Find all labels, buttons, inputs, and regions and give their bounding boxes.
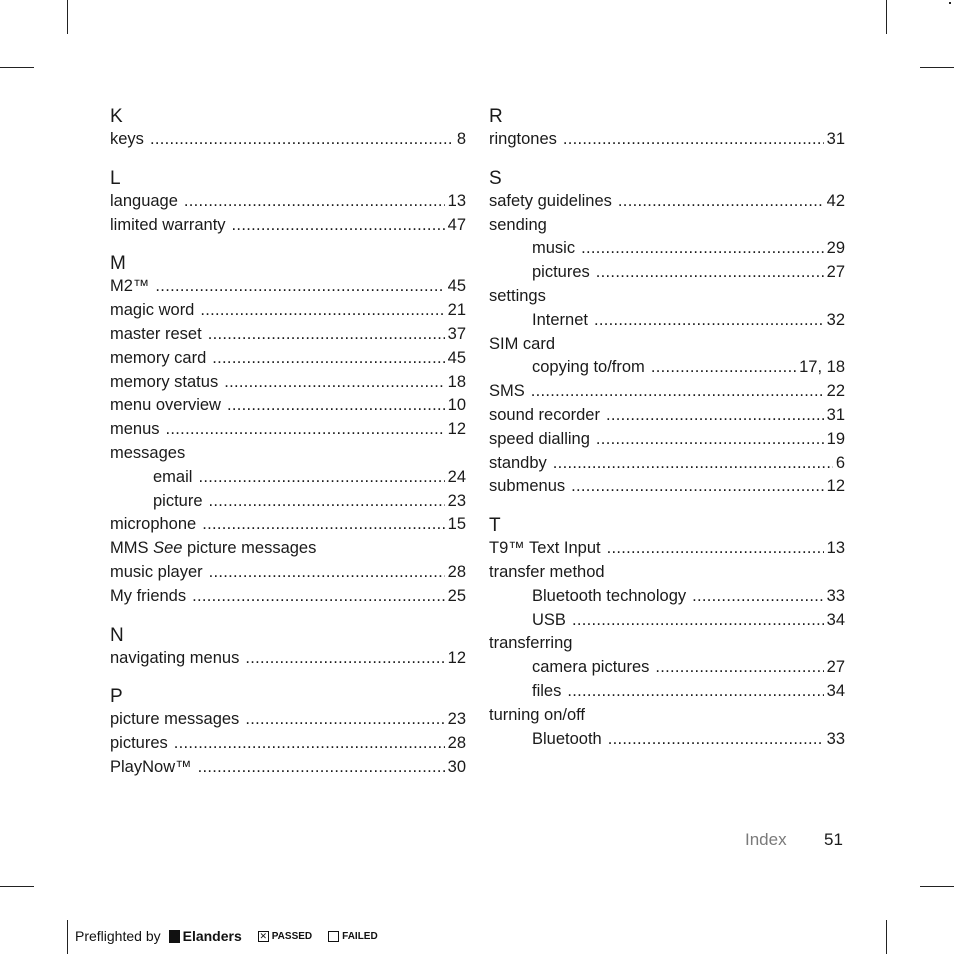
entry-page: 31 [826, 405, 845, 424]
index-entry [110, 214, 466, 238]
entry-term [110, 418, 160, 442]
entry-page: 25 [447, 586, 466, 605]
entry-term [489, 190, 612, 214]
entry-term-text: language [110, 191, 178, 210]
entry-term [489, 561, 605, 585]
see-reference-target: picture messages [187, 539, 317, 558]
dot-leader [227, 394, 445, 418]
crop-mark [0, 886, 34, 887]
index-section [110, 686, 466, 779]
entry-term [110, 371, 218, 395]
entry-term-text: email [153, 467, 193, 486]
entry-term-text: standby [489, 453, 547, 472]
entry-page: 8 [456, 130, 466, 148]
entry-page: 45 [447, 348, 466, 367]
dot-leader [596, 261, 824, 285]
entry-page: 15 [447, 515, 466, 534]
dot-leader [245, 708, 444, 732]
index-entry [110, 394, 466, 418]
entry-page: 45 [447, 277, 466, 296]
dot-leader [606, 404, 824, 428]
section-letter: S [489, 167, 502, 189]
entry-term [110, 214, 226, 238]
entry-term-text: copying to/from [532, 358, 645, 377]
entry-term-text: ringtones [489, 130, 557, 148]
entry-term [110, 275, 149, 299]
entry-term-text: transferring [489, 634, 573, 653]
index-entry [489, 190, 845, 214]
entry-term [110, 513, 196, 537]
entry-page: 28 [447, 734, 466, 753]
dot-leader [209, 561, 445, 585]
entry-term [110, 647, 239, 671]
dot-leader [618, 190, 824, 214]
entry-term [110, 190, 178, 214]
dot-leader [608, 728, 824, 752]
entry-term [110, 585, 186, 609]
dot-leader [572, 609, 824, 633]
index-entry [489, 452, 845, 476]
preflight-label: Preflighted by [75, 928, 161, 944]
entry-page: 27 [826, 263, 845, 282]
entry-page: 33 [826, 586, 845, 605]
dot-leader [150, 128, 454, 152]
entry-term [110, 537, 316, 561]
crop-mark [886, 0, 887, 34]
entry-term-text: speed dialling [489, 429, 590, 448]
index-entry [110, 299, 466, 323]
index-column-right [489, 106, 845, 767]
entry-term [532, 728, 602, 752]
index-entry [489, 380, 845, 404]
entry-term-text: T9™ Text Input [489, 539, 601, 558]
entry-term-text: picture messages [110, 710, 240, 729]
entry-term [489, 428, 590, 452]
entry-page: 12 [447, 648, 466, 667]
entry-page: 27 [826, 658, 845, 677]
index-section [110, 106, 466, 152]
passed-checkbox: ✕ [259, 930, 268, 941]
entry-page: 33 [826, 729, 845, 748]
entry-term-text: Bluetooth [532, 729, 602, 748]
entry-term [532, 356, 645, 380]
entry-term [489, 404, 600, 428]
index-section [110, 625, 466, 671]
dot-leader [571, 475, 824, 499]
entry-term [489, 452, 547, 476]
entry-term-text: limited warranty [110, 215, 226, 234]
entry-page: 19 [826, 429, 845, 448]
index-entry [489, 632, 845, 656]
dot-leader [208, 323, 445, 347]
section-letter: L [110, 167, 121, 189]
dot-leader [581, 237, 824, 261]
entry-page: 31 [826, 130, 845, 148]
index-entry [110, 537, 466, 561]
index-entry [110, 732, 466, 756]
entry-page: 42 [826, 191, 845, 210]
entry-term-text: sending [489, 215, 547, 234]
entry-term [532, 309, 588, 333]
elanders-brand: Elanders [182, 928, 242, 944]
dot-leader [212, 347, 444, 371]
index-entry [489, 285, 845, 309]
crop-mark [67, 0, 68, 34]
index-section [489, 515, 845, 751]
index-entry [110, 418, 466, 442]
index-entry [489, 128, 845, 152]
index-entry [110, 756, 466, 780]
index-section [110, 168, 466, 238]
entry-term [110, 442, 185, 466]
index-entry [110, 347, 466, 371]
entry-term-text: messages [110, 443, 186, 462]
dot-leader [155, 275, 444, 299]
entry-term-text: memory status [110, 372, 219, 391]
entry-page: 23 [447, 710, 466, 729]
entry-page: 23 [447, 491, 466, 510]
entry-term [110, 732, 168, 756]
entry-page: 13 [826, 539, 845, 558]
entry-term [489, 333, 555, 357]
crop-mark [920, 886, 954, 887]
entry-page: 34 [826, 610, 845, 629]
dot-leader [200, 299, 444, 323]
entry-term [489, 704, 585, 728]
entry-term-text: camera pictures [532, 658, 650, 677]
dot-leader [198, 756, 445, 780]
crop-mark [0, 67, 34, 68]
index-entry [489, 428, 845, 452]
dot-leader [553, 452, 833, 476]
dot-leader [655, 656, 823, 680]
entry-term-text: menus [110, 420, 160, 439]
entry-term-text: pictures [532, 263, 590, 282]
entry-page: 12 [826, 477, 845, 496]
entry-page: 17, 18 [799, 358, 845, 377]
section-letter: K [110, 106, 123, 127]
entry-term [532, 609, 566, 633]
index-entry [110, 190, 466, 214]
entry-page: 13 [447, 191, 466, 210]
index-entry [110, 442, 466, 466]
entry-term-text: turning on/off [489, 705, 586, 724]
index-entry [489, 333, 845, 357]
entry-page: 21 [447, 301, 466, 320]
entry-term [110, 347, 206, 371]
entry-term [489, 380, 525, 404]
entry-term [532, 680, 561, 704]
entry-term [110, 708, 239, 732]
index-subentry [489, 261, 845, 285]
dot-leader [692, 585, 824, 609]
see-reference-label: See [153, 539, 183, 558]
entry-term-text: MMS [110, 539, 149, 558]
dot-leader [224, 371, 444, 395]
crop-mark [886, 920, 887, 954]
crop-mark [949, 2, 951, 4]
entry-term [532, 261, 590, 285]
crop-mark [67, 920, 68, 954]
index-section [110, 253, 466, 608]
index-entry [110, 275, 466, 299]
entry-term [489, 214, 547, 238]
index-entry [110, 585, 466, 609]
entry-page: 34 [826, 681, 845, 700]
entry-page: 12 [447, 420, 466, 439]
entry-term-text: transfer method [489, 562, 605, 581]
index-entry [110, 128, 466, 152]
entry-term-text: pictures [110, 734, 168, 753]
index-entry [489, 475, 845, 499]
section-letter: T [489, 515, 501, 537]
entry-term-text: files [532, 681, 562, 700]
dot-leader [209, 490, 445, 514]
elanders-logo [169, 928, 242, 944]
entry-term [489, 632, 572, 656]
entry-term-text: submenus [489, 477, 566, 496]
entry-term [532, 585, 686, 609]
dot-leader [184, 190, 445, 214]
dot-leader [594, 309, 824, 333]
entry-term-text: master reset [110, 324, 202, 343]
dot-leader [567, 680, 823, 704]
index-subentry [489, 680, 845, 704]
dot-leader [563, 128, 824, 152]
entry-term-text: music player [110, 562, 203, 581]
dot-leader [198, 466, 444, 490]
section-letter: P [110, 686, 123, 708]
entry-term-text: music [532, 239, 576, 258]
entry-term [110, 561, 203, 585]
index-entry [110, 323, 466, 347]
entry-term [110, 756, 192, 780]
dot-leader [174, 732, 445, 756]
entry-term [153, 466, 192, 490]
index-entry [489, 537, 845, 561]
entry-page: 30 [447, 757, 466, 776]
dot-leader [596, 428, 824, 452]
index-subentry [489, 585, 845, 609]
entry-term-text: SMS [489, 382, 525, 401]
index-subentry [489, 609, 845, 633]
index-subentry [110, 466, 466, 490]
dot-leader [651, 356, 796, 380]
entry-page: 18 [447, 372, 466, 391]
entry-page: 32 [826, 310, 845, 329]
passed-label: PASSED [271, 930, 313, 942]
entry-page: 28 [447, 562, 466, 581]
index-subentry [489, 237, 845, 261]
entry-page: 22 [826, 382, 845, 401]
index-entry [489, 561, 845, 585]
entry-term-text: sound recorder [489, 405, 600, 424]
entry-term [532, 656, 649, 680]
entry-term-text: SIM card [489, 334, 556, 353]
failed-label: FAILED [342, 930, 378, 942]
entry-term-text: keys [110, 130, 144, 148]
elanders-logo-icon [169, 930, 180, 943]
entry-term [532, 237, 575, 261]
entry-term [489, 128, 557, 152]
dot-leader [166, 418, 445, 442]
entry-page: 6 [835, 453, 845, 472]
entry-term-text: Bluetooth technology [532, 586, 687, 605]
index-entry [110, 513, 466, 537]
index-section [489, 106, 845, 152]
section-letter: M [110, 253, 126, 275]
entry-term-text: microphone [110, 515, 197, 534]
footer-section-label: Index [745, 830, 787, 849]
dot-leader [531, 380, 824, 404]
entry-page: 37 [447, 324, 466, 343]
index-entry [489, 704, 845, 728]
entry-page: 10 [447, 396, 466, 415]
entry-term [110, 128, 144, 152]
crop-mark [920, 67, 954, 68]
index-entry [110, 561, 466, 585]
entry-term-text: USB [532, 610, 566, 629]
entry-term [489, 285, 546, 309]
entry-term-text: My friends [110, 586, 187, 605]
entry-term [153, 490, 203, 514]
entry-term-text: navigating menus [110, 648, 240, 667]
section-letter: N [110, 624, 124, 646]
index-subentry [489, 656, 845, 680]
page-number: 51 [824, 830, 843, 849]
dot-leader [607, 537, 824, 561]
entry-page: 29 [826, 239, 845, 258]
index-entry [489, 404, 845, 428]
failed-checkbox [328, 931, 339, 942]
index-subentry [489, 309, 845, 333]
entry-term [110, 394, 221, 418]
entry-page: 47 [447, 215, 466, 234]
index-subentry [110, 490, 466, 514]
entry-term-text: safety guidelines [489, 191, 612, 210]
entry-term-text: picture [153, 491, 203, 510]
entry-term-text: M2™ [110, 277, 150, 296]
entry-page: 24 [447, 467, 466, 486]
section-letter: R [489, 106, 503, 127]
index-entry [110, 647, 466, 671]
index-entry [110, 371, 466, 395]
entry-term-text: PlayNow™ [110, 757, 192, 776]
entry-term [110, 299, 194, 323]
entry-term [489, 537, 601, 561]
index-entry [489, 214, 845, 238]
index-section [489, 168, 845, 499]
dot-leader [192, 585, 445, 609]
dot-leader [245, 647, 444, 671]
index-entry [110, 708, 466, 732]
entry-term-text: settings [489, 286, 546, 305]
index-subentry [489, 356, 845, 380]
entry-term [110, 323, 202, 347]
entry-term-text: magic word [110, 301, 195, 320]
entry-term-text: memory card [110, 348, 207, 367]
preflight-stamp [75, 928, 378, 944]
index-subentry [489, 728, 845, 752]
entry-term-text: Internet [532, 310, 588, 329]
dot-leader [202, 513, 444, 537]
entry-term-text: menu overview [110, 396, 221, 415]
dot-leader [232, 214, 445, 238]
index-column-left [110, 106, 466, 796]
entry-term [489, 475, 565, 499]
